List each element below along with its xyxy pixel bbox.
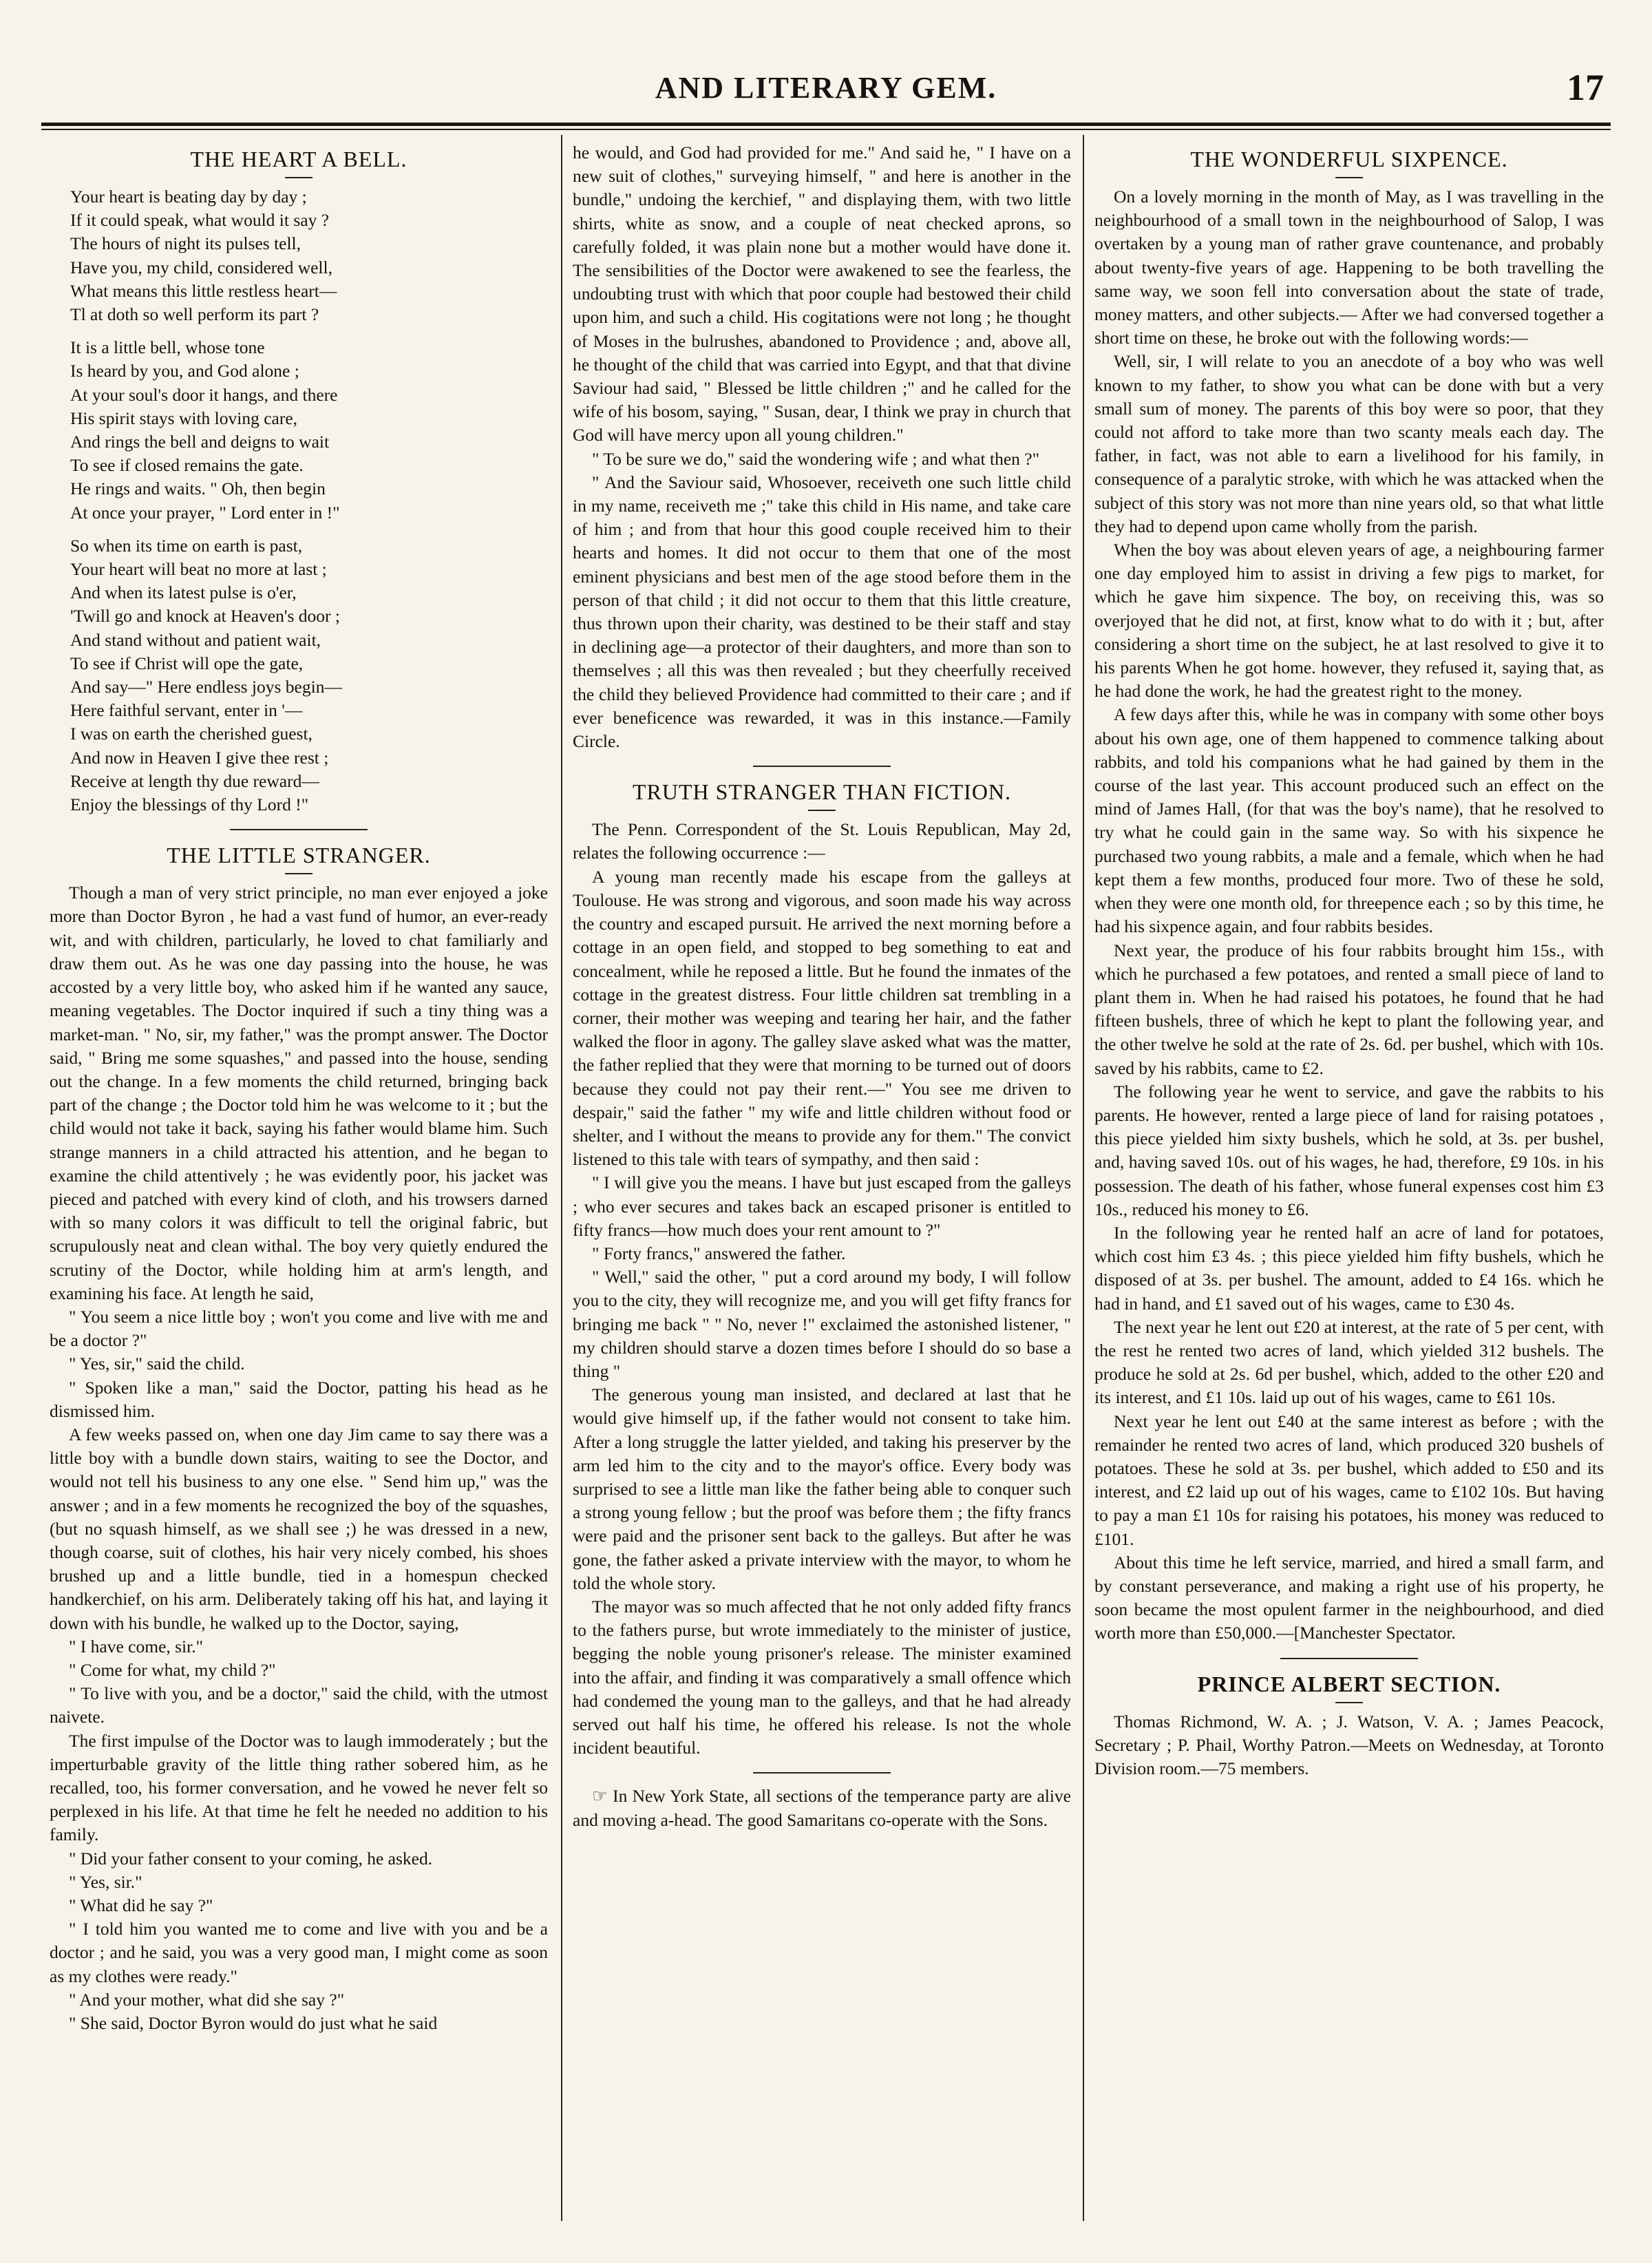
story-paragraph: " And your mother, what did she say ?" — [69, 1989, 345, 2010]
header-rule-thin — [41, 129, 1611, 130]
story-little-stranger — [50, 881, 548, 2035]
poem-stanza — [70, 336, 548, 525]
section-separator — [753, 766, 891, 767]
article-paragraph: On a lovely morning in the month of May, as I was travelling in the neighbourhood of a small town in the neighbourhood of Salop, I was overtaken by a young man of rather grave countenance, and probably about twenty-five years of age. Happening to be both travelling the same way, we soon fell into conversation about the state of trade, money matters, and other subjects.— After we had conversed together a short time on these, he broke out with the following words:— — [1094, 187, 1604, 348]
story-paragraph: he would, and God had provided for me." And said he, " I have on a new suit of clothes," surveying himself, " and here is another in the bundle," undoing the kerchief, " and displaying them, with two little shirts, white as snow, and a couple of neat checked aprons, so carefully folded, it was plain none but a mother would have done it. The sensibilities of the Doctor were awakened to see the fearless, the undoubting trust with which that poor couple had bestowed their child upon him, and such a child. His cogitations were not long ; he thought of Moses in the bulrushes, abandoned to Providence ; and, above all, he thought of the child that was carried into Egypt, and that that divine Saviour had said, " Blessed be little children ;" and he called for the wife of his bosom, saying, " Susan, dear, I think we pray in church that God will have mercy upon all young children." — [573, 143, 1071, 445]
title-dash — [1335, 177, 1363, 178]
poem-stanza — [70, 534, 548, 817]
poem-line: And say—" Here endless joys begin— — [70, 677, 342, 697]
story-paragraph: " What did he say ?" — [69, 1895, 213, 1916]
story-paragraph: " Yes, sir," said the child. — [69, 1354, 245, 1374]
article-paragraph: In the following year he rented half an acre of land for potatoes, which cost him £3 4s. ; this piece yielded him fifty bushels, which he disposed of at 3s. per bushel. The amount, added to £4 16s. which he had in hand, and £1 saved out of his wages, came to £30 4s. — [1094, 1222, 1604, 1314]
article-paragraph: When the boy was about eleven years of age, a neighbouring farmer one day employed him to assist in driving a few pigs to market, for which he gave him sixpence. The boy, on receiving this, was so overjoyed that he did not, at first, know what to do with it ; but, after considering a short time on the subject, he at last resolved to give it to his parents When he got home. however, they refused it, saying that, as he had done the work, he had the greatest right to the money. — [1094, 540, 1604, 702]
poem-line: Your heart will beat no more at last ; — [70, 559, 327, 580]
article-title-truth: TRUTH STRANGER THAN FICTION. — [632, 779, 1012, 805]
story-paragraph: " You seem a nice little boy ; won't you come and live with me and be a doctor ?" — [50, 1306, 548, 1351]
poem-line: And when its latest pulse is o'er, — [70, 582, 297, 603]
article-paragraph: The next year he lent out £20 at interest, at the rate of 5 per cent, with the rest he rented two acres of land, which yielded 312 bushels. The produce he sold at 2s. 6d per bushel, which, added to the other £20 and its interest, and £1 10s. laid up out of his wages, came to £61 10s. — [1094, 1316, 1604, 1408]
poem-line: At your soul's door it hangs, and there — [70, 384, 338, 405]
article-paragraph: The generous young man insisted, and declared at last that he would give himself up, if the father would not consent to take him. After a long struggle the latter yielded, and taking his preserver by the arm led him to the city and to the mayor's office. Every body was surprised to see a little man like the father being able to conquer such a strong young fellow ; but the proof was before them ; the fifty francs were paid and the prisoner sent back to the galleys. But after he was gone, the father asked a private interview with the mayor, to whom he told the whole story. — [573, 1385, 1071, 1593]
article-paragraph: " Well," said the other, " put a cord around my body, I will follow you to the city, they will recognize me, and you will get fifty francs for bringing me back " " No, never !" exclaimed the astonished listener, " my children should starve a dozen times before I should do so base a thing " — [573, 1267, 1071, 1381]
story-paragraph: " I told him you wanted me to come and live with you and be a doctor ; and he said, you was a very good man, I might come as soon as my clothes were ready." — [50, 1919, 548, 1986]
poem-line: Receive at length thy due reward— — [70, 770, 319, 791]
column-middle — [573, 141, 1071, 2213]
article-paragraph: " Forty francs," answered the father. — [592, 1243, 846, 1263]
column-divider-2 — [1083, 135, 1084, 2221]
temperance-notice: ☞ In New York State, all sections of the temperance party are alive and moving a-head. The good Samaritans co-operate with the Sons. — [573, 1786, 1071, 1830]
story-paragraph: The first impulse of the Doctor was to laugh immoderately ; but the imperturbable gravity of the little thing rather sobered him, as he recalled, too, his former conversation, and he vowed he never felt so perplexed in his life. At that time he felt he needed no addition to his family. — [50, 1730, 548, 1845]
story-paragraph: " Yes, sir." — [69, 1871, 142, 1892]
title-dash — [808, 810, 836, 811]
title-dash — [285, 873, 313, 874]
story-paragraph: " Come for what, my child ?" — [69, 1659, 276, 1680]
poem-line: What means this little restless heart— — [70, 280, 337, 301]
running-title: AND LITERARY GEM. — [655, 71, 997, 105]
poem-line: And now in Heaven I give thee rest ; — [70, 747, 329, 768]
page-number: 17 — [1567, 67, 1604, 108]
poem-line: So when its time on earth is past, — [70, 535, 303, 556]
poem-line: It is a little bell, whose tone — [70, 337, 265, 358]
article-paragraph: The following year he went to service, and gave the rabbits to his parents. He however, rented a large piece of land for raising potatoes , this piece yielded him sixty bushels, which he sold, at 3s. per bushel, and, having saved 10s. out of his wages, he had, therefore, £9 10s. in his possession. The death of his father, whose funeral expenses cost him £3 10s., reduced his money to £6. — [1094, 1081, 1604, 1219]
prince-albert-text: Thomas Richmond, W. A. ; J. Watson, V. A. ; James Peacock, Secretary ; P. Phail, Worthy Patron.—Meets on Wednesday, at Toronto Division room.—75 members. — [1094, 1711, 1604, 1778]
poem-heart-a-bell — [70, 185, 548, 817]
poem-line: Enjoy the blessings of thy Lord !" — [70, 794, 309, 815]
article-paragraph: Well, sir, I will relate to you an anecdote of a boy who was well known to my father, to show you what can be done with but a very small sum of money. The parents of this boy were so poor, that they could not afford to take more than two scanty meals each day. The father, in fact, was not able to earn a livelihood for his family, in consequence of a paralytic stroke, with which he was attacked when the subject of this story was not more than nine years old, so that what little they had to depend upon came wholly from the parish. — [1094, 351, 1604, 536]
poem-line: To see if closed remains the gate. — [70, 455, 304, 476]
story-paragraph: " To live with you, and be a doctor," said the child, with the utmost naivete. — [50, 1683, 548, 1727]
poem-line: If it could speak, what would it say ? — [70, 210, 330, 231]
story-little-stranger-continued — [573, 141, 1071, 753]
article-truth-stranger-than-fiction — [573, 818, 1071, 1760]
article-paragraph: A young man recently made his escape from the galleys at Toulouse. He was strong and vigorous, and soon made his way across the country and escaped pursuit. He arrived the next morning before a cottage in an open field, and stopped to beg something to eat and concealment, while he reposed a little. But he found the inmates of the cottage in the greatest distress. Four little children sat trembling in a corner, their mother was weeping and tearing her hair, and the father walked the floor in agony. The galley slave asked what was the matter, the father replied that they were that morning to be turned out of doors because they could not pay their rent.—" You see me driven to despair," said the father " my wife and little children without food or shelter, and I without the means to provide any for them." The convict listened to this tale with tears of sympathy, and then said : — [573, 866, 1071, 1170]
story-title: THE LITTLE STRANGER. — [167, 843, 431, 868]
article-paragraph: " I will give you the means. I have but just escaped from the galleys ; who ever secures and takes back an escaped prisoner is entitled to fifty francs—how much does your rent amount to ?" — [573, 1172, 1071, 1240]
poem-line: Your heart is beating day by day ; — [70, 187, 307, 207]
poem-line: And stand without and patient wait, — [70, 629, 321, 650]
article-paragraph: About this time he left service, married, and hired a small farm, and by constant perseverance, and making a right use of his property, he soon became the most opulent farmer in the neighbourhood, and died worth more than £50,000.—[Manchester Spectator. — [1094, 1552, 1604, 1643]
poem-line: Here faithful servant, enter in '— — [70, 700, 303, 721]
poem-line: His spirit stays with loving care, — [70, 408, 298, 428]
poem-title: THE HEART A BELL. — [190, 147, 407, 171]
article-paragraph: Next year he lent out £40 at the same interest as before ; with the remainder he rented two acres of land, which produced 320 bushels of potatoes. These he sold at 3s. per bushel, which added to £50 and its interest, and £2 laid up out of his wages, came to £102 10s. But having to pay a man £1 10s for raising his potatoes, his money was reduced to £101. — [1094, 1411, 1604, 1549]
section-separator — [230, 829, 368, 830]
poem-line: Is heard by you, and God alone ; — [70, 361, 299, 381]
poem-line: Have you, my child, considered well, — [70, 257, 332, 277]
title-dash — [1335, 1702, 1363, 1703]
column-divider-1 — [561, 135, 562, 2221]
masthead — [41, 66, 1611, 114]
column-left — [50, 141, 548, 2213]
section-title-prince-albert: PRINCE ALBERT SECTION. — [1197, 1671, 1501, 1696]
story-paragraph: A few weeks passed on, when one day Jim came to say there was a little boy with a bundle down stairs, waiting to see the Doctor, and would not tell his business to any one else. " Send him up," was the answer ; and in a few moments he recognized the boy of the squashes, (but no squash himself, as we shall see ;) he was dressed in a new, though coarse, suit of clothes, his hair very nicely combed, his shoes brushed up and a little bundle, tied in a homespun checked handkerchief, on his arm. Deliberately taking off his hat, and laying it down with his bundle, he walked up to the Doctor, saying, — [50, 1424, 548, 1633]
story-paragraph: Though a man of very strict principle, no man ever enjoyed a joke more than Doctor Byron , he had a vast fund of humor, an ever-ready wit, and with children, particularly, he loved to chat familiarly and draw them out. As he was one day passing into the house, he was accosted by a very little boy, who asked him if he wanted any sauce, meaning vegetables. The Doctor inquired if such a tiny thing was a market-man. " No, sir, my father," was the prompt answer. The Doctor said, " Bring me some squashes," and passed into the house, sending out the change. In a few moments the child returned, bringing back part of the change ; the Doctor told him he was welcome to it ; but the child would not take it back, saying his father would blame him. Such strange manners in a child attracted his attention, and he began to examine the child attentively ; he was evidently poor, his jacket was pieced and patched with every kind of cloth, and his trowsers darned with so many colors it was difficult to tell the original fabric, but scrupulously neat and clean withal. The boy very quietly endured the scrutiny of the Doctor, while holding him at arm's length, and examining his face. At length he said, — [50, 883, 548, 1303]
poem-stanza — [70, 185, 548, 326]
article-paragraph: The mayor was so much affected that he not only added fifty francs to the fathers purse, but wrote immediately to the minister of justice, begging the noble young prisoner's release. The minister examined into the affair, and finding it was comparatively a small offence which had condemed the young man to the galleys, and that he had already served out half his time, he offered his release. Is not the whole incident beautiful. — [573, 1596, 1071, 1758]
story-paragraph: " To be sure we do," said the wondering wife ; and what then ?" — [592, 448, 1040, 469]
story-paragraph: " She said, Doctor Byron would do just what he said — [69, 2013, 438, 2034]
poem-line: He rings and waits. " Oh, then begin — [70, 478, 326, 499]
poem-line: At once your prayer, " Lord enter in !" — [70, 502, 340, 523]
poem-line: Tl at doth so well perform its part ? — [70, 304, 319, 325]
article-title-sixpence: THE WONDERFUL SIXPENCE. — [1190, 147, 1508, 171]
poem-line: The hours of night its pulses tell, — [70, 233, 301, 254]
title-dash — [285, 177, 313, 178]
story-paragraph: " Spoken like a man," said the Doctor, patting his head as he dismissed him. — [50, 1377, 548, 1421]
poem-line: I was on earth the cherished guest, — [70, 724, 313, 744]
header-rule — [41, 123, 1611, 126]
section-separator — [1280, 1658, 1418, 1659]
column-right — [1094, 141, 1604, 2213]
article-paragraph: Next year, the produce of his four rabbits brought him 15s., with which he purchased a few potatoes, and rented a small piece of land to plant them in. When he had raised his potatoes, he found that he had fifteen bushels, three of which he kept to plant the following year, and the other twelve he sold at the rate of 2s. 6d. per bushel, which with 10s. saved by his rabbits, came to £2. — [1094, 940, 1604, 1078]
poem-line: 'Twill go and knock at Heaven's door ; — [70, 606, 340, 627]
article-wonderful-sixpence — [1094, 185, 1604, 1645]
poem-line: And rings the bell and deigns to wait — [70, 432, 330, 452]
story-paragraph: " Did your father consent to your coming, he asked. — [69, 1848, 433, 1869]
article-paragraph: A few days after this, while he was in company with some other boys about his own age, one of them happened to commence talking about rabbits, and told his companions what he had gained by them in the course of the last year. This account produced such an effect on the mind of James Hall, (for that was the boy's name), that he resolved to try what he could gain in the same way. So with his sixpence he purchased two young rabbits, a male and a female, which when he had kept them a few months, produced four more. Two of these he sold, when they were one month old, for threepence each ; so by this time, he had his sixpence again, and four rabbits besides. — [1094, 704, 1604, 937]
story-paragraph: " And the Saviour said, Whosoever, receiveth one such little child in my name, receiveth me ;" take this child in His name, and take care of him ; and from that hour this good couple received him to their hearts and homes. It did not occur to them that one of the most eminent physicians and best men of the age stood before them in the person of that child ; it did not occur to them that this little creature, thus thrown upon their charity, was destined to be their staff and stay in declining age—a protector of their daughters, and more than son to themselves ; all this was then revealed ; but they cheerfully received the child they believed Providence had committed to their care ; and if ever beneficence was rewarded, it was in this instance.—Family Circle. — [573, 472, 1071, 752]
poem-line: To see if Christ will ope the gate, — [70, 653, 304, 673]
section-separator — [753, 1772, 891, 1773]
story-paragraph: " I have come, sir." — [69, 1636, 204, 1656]
article-paragraph: The Penn. Correspondent of the St. Louis Republican, May 2d, relates the following occurrence :— — [573, 819, 1071, 863]
